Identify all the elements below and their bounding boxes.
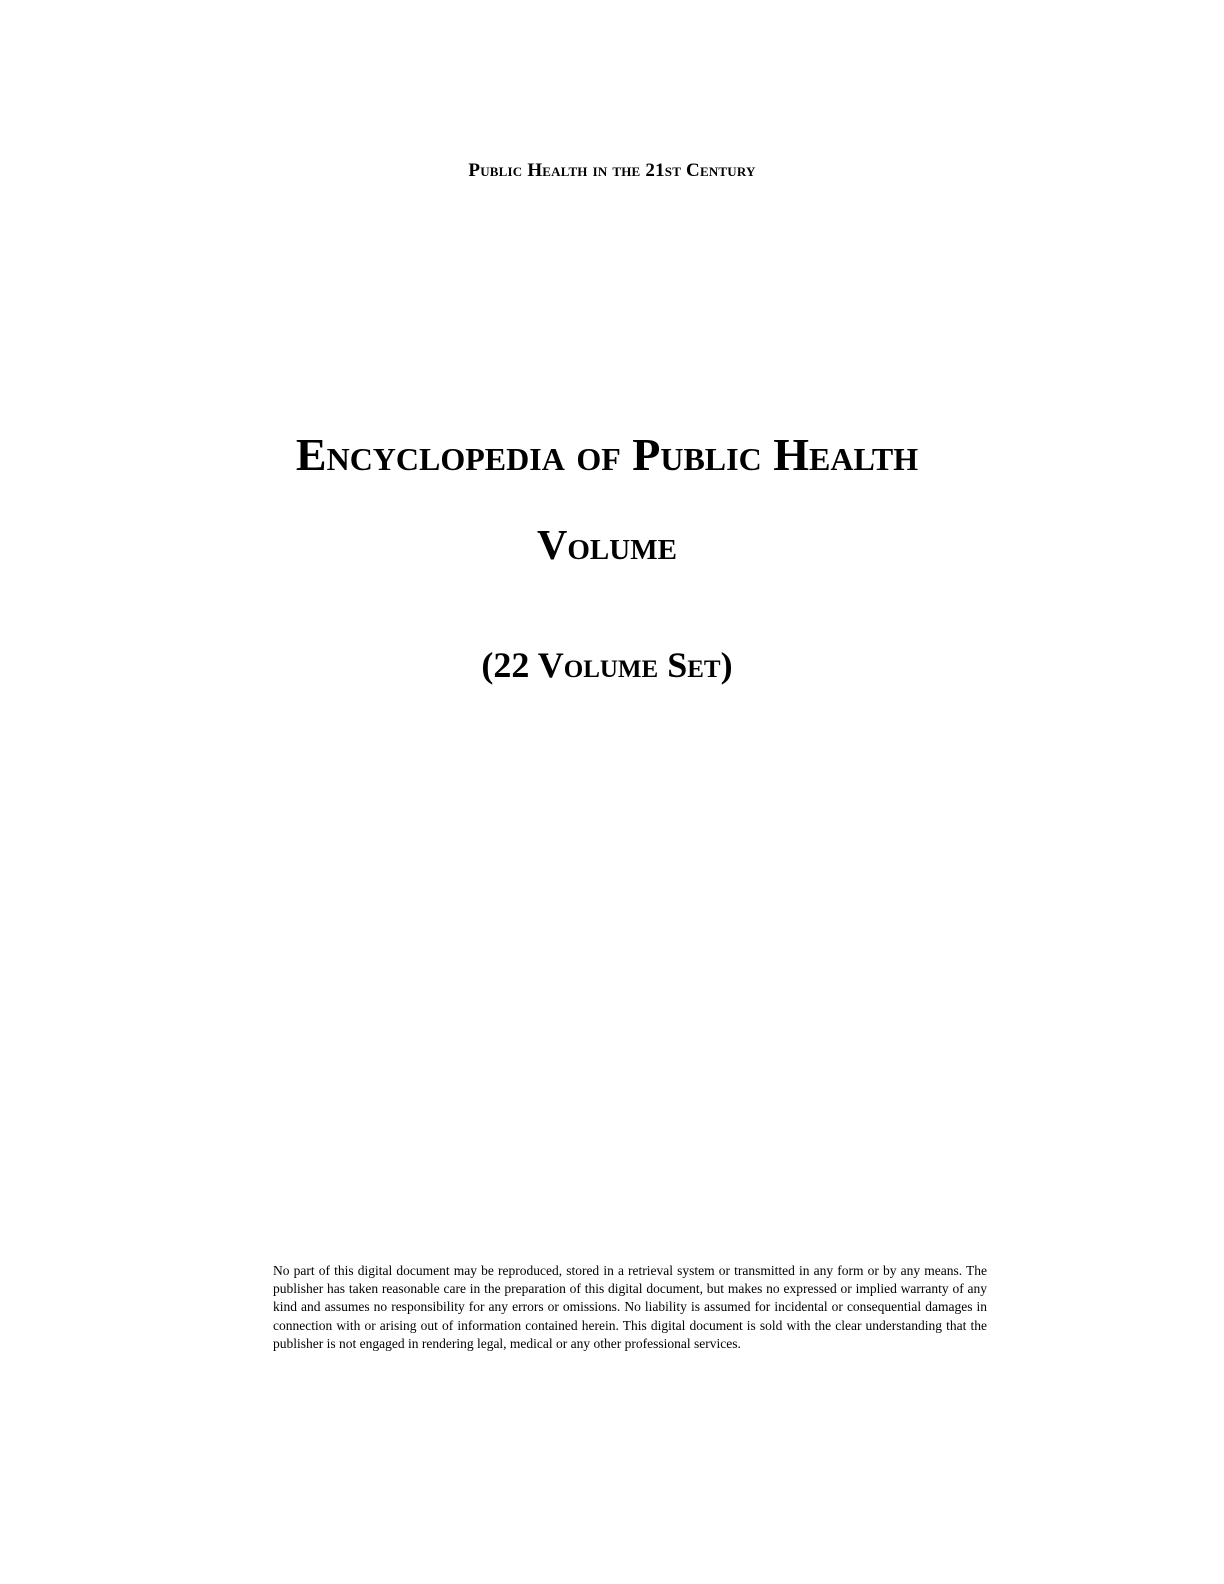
copyright-notice: No part of this digital document may be reproduced, stored in a retrieval system or transmitted in any form or by any means. The publisher has taken reasonable care in the preparation of this digital document, but makes no expressed or implied warranty of any kind and assumes no responsibility for any errors or omissions. No liability is assumed for incidental or consequential damages in connection with or arising out of information contained herein. This digital document is sold with the clear understanding that the publisher is not engaged in rendering legal, medical or any other professional services. [273,1263,987,1351]
series-title: Public Health in the 21st Century [468,160,756,181]
book-title: Encyclopedia of Public Health [295,429,919,480]
set-label: (22 Volume Set) [481,645,733,685]
volume-label: Volume [537,523,677,569]
